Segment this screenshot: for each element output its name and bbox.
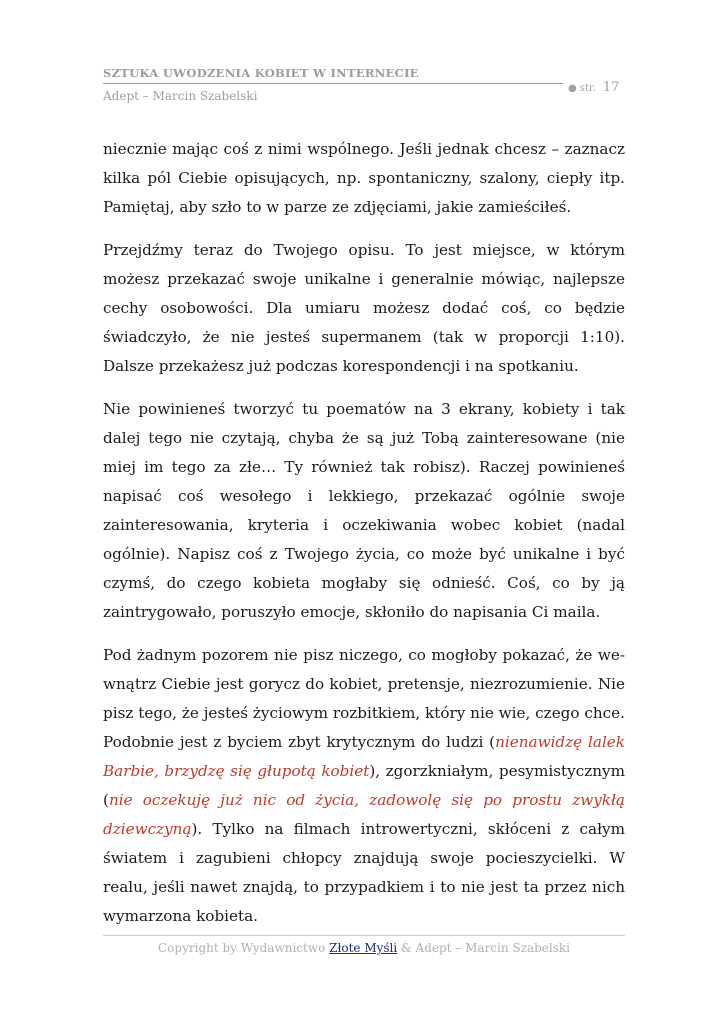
header-author: Adept – Marcin Szabelski [103,89,258,103]
highlighted-quote: nie oczekuję już nic od życia, zadowolę się po prostu zwykłą dziewczyną [103,791,625,838]
footer [103,941,625,955]
paragraph [103,135,625,222]
page-number-indicator [568,76,619,95]
text-run: ), zgorzkniałym, pesymistycznym ( [103,762,625,809]
header-title: SZTUKA UWODZENIA KOBIET W INTERNECIE [103,66,419,80]
footer-rule [103,935,625,936]
bullet-icon: ● [568,83,577,94]
header-rule [103,83,563,84]
footer-suffix: & Adept – Marcin Szabelski [397,941,570,955]
paragraph [103,641,625,931]
paragraph [103,236,625,381]
paragraph [103,395,625,627]
page-label: str. [579,83,596,94]
footer-prefix: Copyright by Wydawnictwo [158,941,330,955]
text-run: ). Tylko na filmach introwertyczni, skłóceni z całym światem i zagubieni chłopcy znajdują swoje pocieszycielki. W realu, jeśli nawet znajdą, to przypadkiem i to nie jest ta przez nich wymarzona kobieta. [103,820,625,925]
text-run: niecznie mając coś z nimi wspólnego. Jeśli jednak chcesz – zaznacz kilka pól Ciebie opisujących, np. spontaniczny, szalony, ciepły itp. Pamiętaj, aby szło to w parze ze zdjęciami, jakie zamieściłeś. [103,140,625,216]
text-run: Pod żadnym pozorem nie pisz niczego, co mogłoby pokazać, że wewnątrz Ciebie jest gorycz do kobiet, pretensje, niezrozumienie. Nie pisz tego, że jesteś życiowym rozbitkiem, który nie wie, czego chce. Podobnie jest z byciem zbyt krytycznym do ludzi ( [103,646,625,751]
body-text [103,135,625,945]
page-number: 17 [602,80,620,95]
highlighted-quote: nienawidzę lalek Barbie, brzydzę się głupotą kobiet [103,733,625,780]
publisher-link[interactable]: Złote Myśli [329,941,398,955]
text-run: Nie powinieneś tworzyć tu poematów na 3 ekrany, kobiety i tak dalej tego nie czytają, chyba że są już Tobą zainteresowane (nie miej im tego za złe… Ty również tak robisz). Raczej powinieneś napisać coś wesołego i lekkiego, przekazać ogólnie swoje zainteresowania, kryteria i oczekiwania wobec kobiet (nadal ogólnie). Napisz coś z Twojego życia, co może być unikalne i być czymś, do czego kobieta mogłaby się odnieść. Coś, co by ją zaintrygowało, poruszyło emocje, skłoniło do napisania Ci maila. [103,400,625,621]
text-run: Przejdźmy teraz do Twojego opisu. To jest miejsce, w którym możesz przekazać swoje unikalne i generalnie mówiąc, najlepsze cechy osobowości. Dla umiaru możesz dodać coś, co będzie świadczyło, że nie jesteś supermanem (tak w proporcji 1:10). Dalsze przekażesz już podczas korespondencji i na spotkaniu. [103,241,625,375]
